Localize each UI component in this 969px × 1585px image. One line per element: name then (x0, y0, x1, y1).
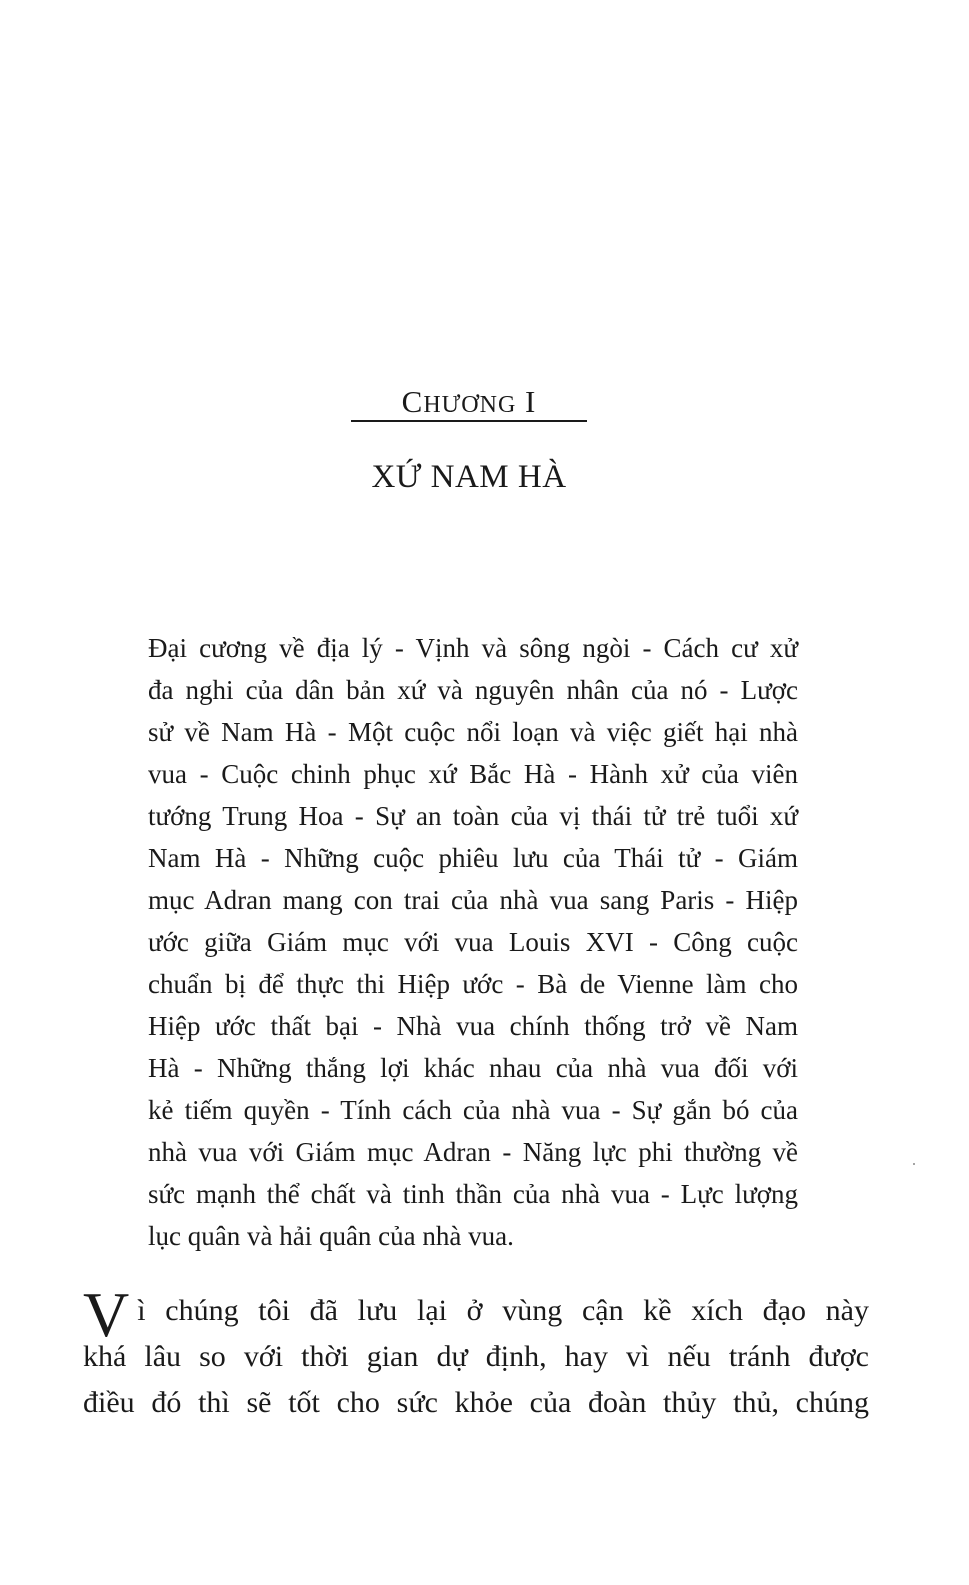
drop-cap: V (83, 1279, 130, 1350)
summary-line: vua - Cuộc chinh phục xứ Bắc Hà - Hành xử của viên (148, 759, 798, 789)
summary-line: sử về Nam Hà - Một cuộc nổi loạn và việc giết hại nhà (148, 717, 798, 747)
summary-line: Hà - Những thắng lợi khác nhau của nhà vua đối với (148, 1053, 798, 1083)
summary-line: chuẩn bị để thực thi Hiệp ước - Bà de Vienne làm cho (148, 969, 798, 999)
summary-line: mục Adran mang con trai của nhà vua sang Paris - Hiệp (148, 885, 798, 915)
chapter-label-word: HƯƠNG (423, 392, 517, 418)
summary-line: lục quân và hải quân của nhà vua. (148, 1221, 514, 1251)
paper-speck (913, 1163, 915, 1165)
chapter-underline (351, 420, 587, 422)
body-paragraph (83, 1279, 869, 1426)
summary-line: nhà vua với Giám mục Adran - Năng lực phi thường về (148, 1137, 798, 1167)
summary-line: Nam Hà - Những cuộc phiêu lưu của Thái tử - Giám (148, 843, 798, 873)
summary-line: sức mạnh thể chất và tinh thần của nhà vua - Lực lượng (148, 1179, 798, 1209)
chapter-number: I (525, 384, 537, 419)
body-first-line (83, 1279, 869, 1350)
summary-line: tướng Trung Hoa - Sự an toàn của vị thái tử trẻ tuổi xứ (148, 801, 798, 831)
chapter-summary (148, 627, 798, 1257)
body-line: khá lâu so với thời gian dự định, hay vì nếu tránh được (83, 1340, 869, 1373)
chapter-label-initial: C (401, 384, 424, 419)
body-line: điều đó thì sẽ tốt cho sức khỏe của đoàn thủy thủ, chúng (83, 1386, 869, 1419)
body-line: ì chúng tôi đã lưu lại ở vùng cận kề xích đạo này (137, 1294, 869, 1327)
summary-line: ước giữa Giám mục với vua Louis XVI - Công cuộc (148, 927, 798, 957)
summary-line: đa nghi của dân bản xứ và nguyên nhân của nó - Lược (148, 675, 798, 705)
chapter-title: XỨ NAM HÀ (371, 459, 567, 495)
summary-line: kẻ tiếm quyền - Tính cách của nhà vua - Sự gắn bó của (148, 1095, 798, 1125)
summary-line: Đại cương về địa lý - Vịnh và sông ngòi - Cách cư xử (148, 633, 798, 663)
summary-line: Hiệp ước thất bại - Nhà vua chính thống trở về Nam (148, 1011, 798, 1041)
